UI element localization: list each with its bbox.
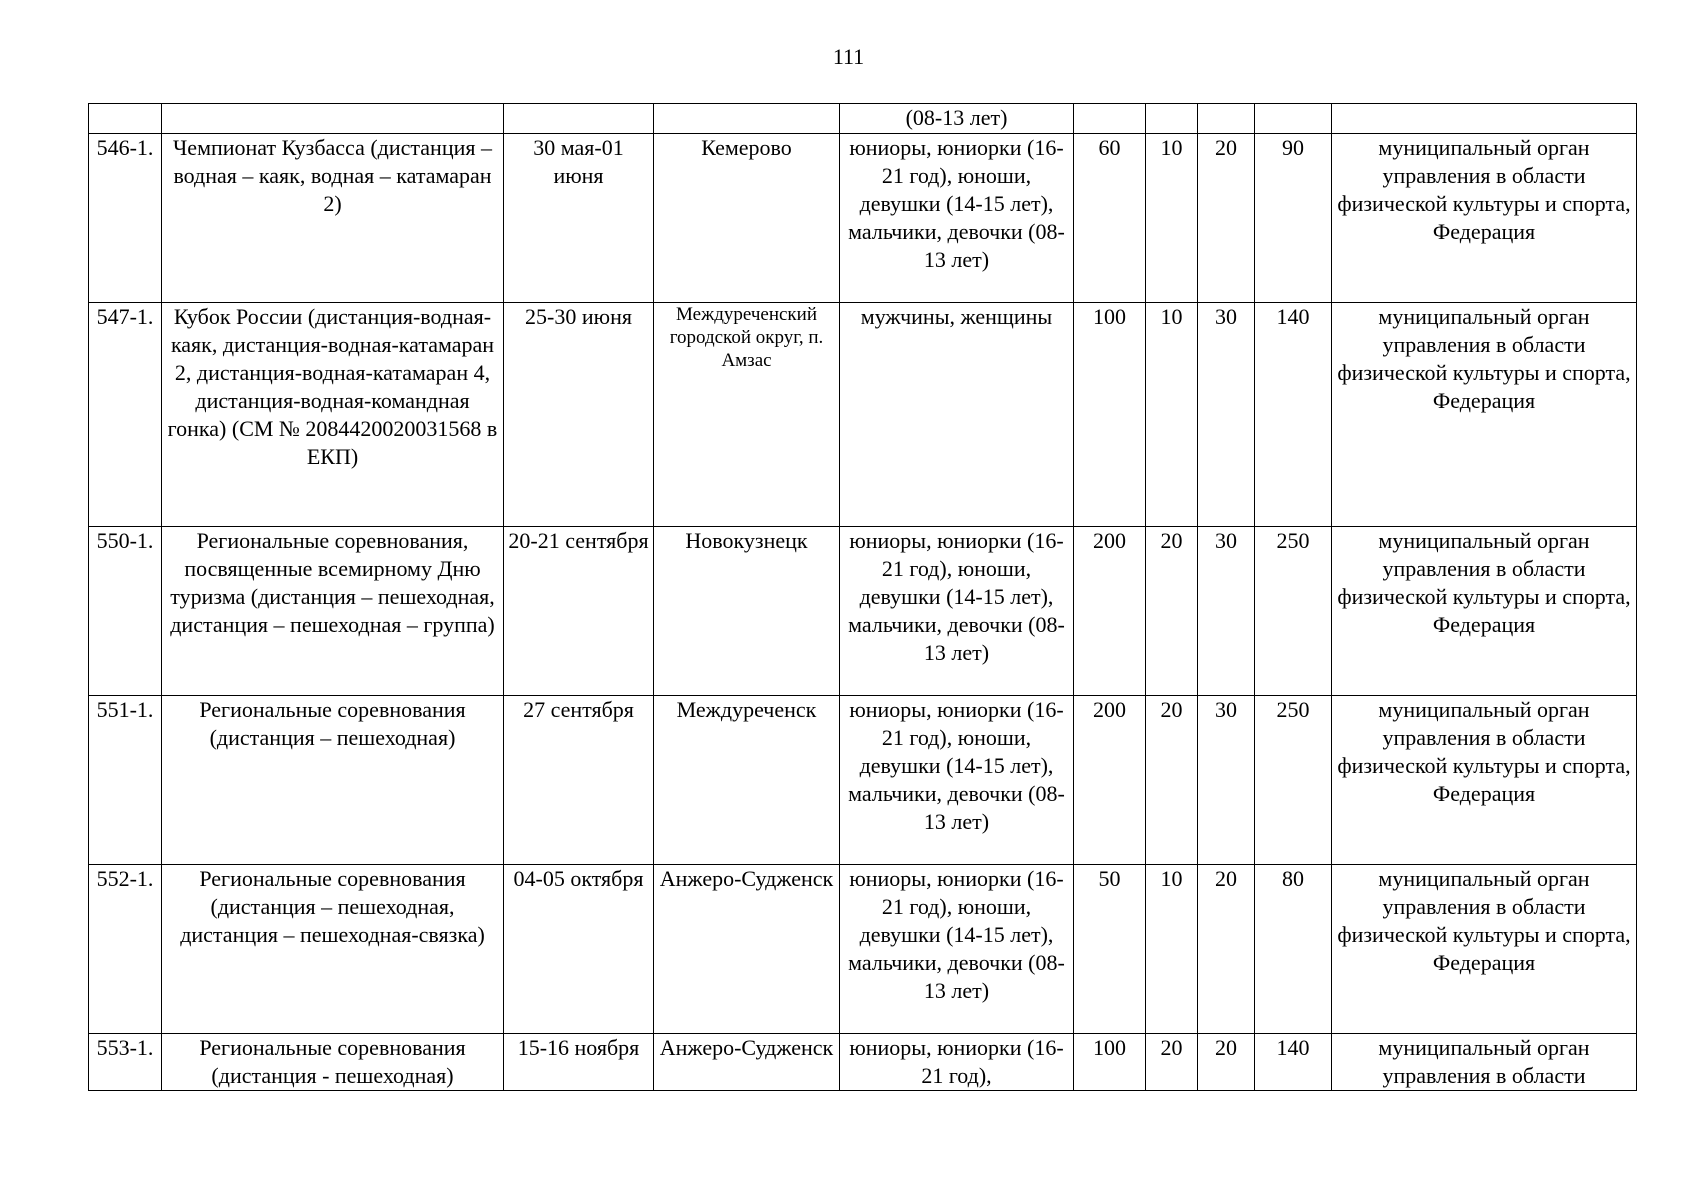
row-number-cell: 550-1.	[89, 527, 162, 696]
table-row	[89, 134, 1637, 303]
competition-schedule-table	[88, 103, 1637, 1091]
participants-cell: юниоры, юниорки (16-21 год), юноши, девушки (14-15 лет), мальчики, девочки (08-13 лет)	[840, 865, 1074, 1034]
event-cell: Кубок России (дистанция-водная-каяк, дистанция-водная-катамаран 2, дистанция-водная-катамаран 4, дистанция-водная-командная гонка) (СМ № 2084420020031568 в ЕКП)	[162, 303, 504, 527]
row-number-cell: 546-1.	[89, 134, 162, 303]
table-row	[89, 527, 1637, 696]
total-cell: 250	[1255, 527, 1332, 696]
venue-cell: Анжеро-Судженск	[654, 865, 840, 1034]
athletes-cell: 50	[1074, 865, 1146, 1034]
row-number-cell: 553-1.	[89, 1034, 162, 1091]
total-cell: 140	[1255, 1034, 1332, 1091]
event-cell: Чемпионат Кузбасса (дистанция – водная – каяк, водная – катамаран 2)	[162, 134, 504, 303]
venue-cell: Новокузнецк	[654, 527, 840, 696]
athletes-cell: 100	[1074, 1034, 1146, 1091]
total-cell: 90	[1255, 134, 1332, 303]
table-row-continuation	[89, 104, 1637, 134]
coaches-cell: 20	[1198, 865, 1255, 1034]
participants-cell: мужчины, женщины	[840, 303, 1074, 527]
athletes-cell: 60	[1074, 134, 1146, 303]
athletes-cell: 100	[1074, 303, 1146, 527]
dates-cell: 25-30 июня	[504, 303, 654, 527]
organizer-cell: муниципальный орган управления в области физической культуры и спорта, Федерация	[1332, 134, 1637, 303]
judges-cell: 20	[1146, 527, 1198, 696]
coaches-cell: 20	[1198, 134, 1255, 303]
row-number-cell: 552-1.	[89, 865, 162, 1034]
table-row	[89, 696, 1637, 865]
judges-cell: 20	[1146, 1034, 1198, 1091]
organizer-cell: муниципальный орган управления в области физической культуры и спорта, Федерация	[1332, 865, 1637, 1034]
participants-cell: юниоры, юниорки (16-21 год), юноши, девушки (14-15 лет), мальчики, девочки (08-13 лет)	[840, 527, 1074, 696]
coaches-cell: 30	[1198, 527, 1255, 696]
organizer-cell: муниципальный орган управления в области	[1332, 1034, 1637, 1091]
dates-cell: 20-21 сентября	[504, 527, 654, 696]
page-number: 111	[832, 44, 865, 69]
judges-cell: 10	[1146, 303, 1198, 527]
organizer-cell: муниципальный орган управления в области физической культуры и спорта, Федерация	[1332, 303, 1637, 527]
event-cell: Региональные соревнования (дистанция – пешеходная)	[162, 696, 504, 865]
athletes-cell: 200	[1074, 696, 1146, 865]
total-cell: 140	[1255, 303, 1332, 527]
row-number-cell: 551-1.	[89, 696, 162, 865]
event-cell: Региональные соревнования, посвященные всемирному Дню туризма (дистанция – пешеходная, дистанция – пешеходная – группа)	[162, 527, 504, 696]
dates-cell: 30 мая-01 июня	[504, 134, 654, 303]
table-row	[89, 303, 1637, 527]
judges-cell: 10	[1146, 134, 1198, 303]
total-cell: 80	[1255, 865, 1332, 1034]
venue-cell: Анжеро-Судженск	[654, 1034, 840, 1091]
participants-cell: юниоры, юниорки (16-21 год), юноши, девушки (14-15 лет), мальчики, девочки (08-13 лет)	[840, 696, 1074, 865]
judges-cell: 10	[1146, 865, 1198, 1034]
coaches-cell: 30	[1198, 696, 1255, 865]
participants-cell: юниоры, юниорки (16-21 год), юноши, девушки (14-15 лет), мальчики, девочки (08-13 лет)	[840, 134, 1074, 303]
total-cell: 250	[1255, 696, 1332, 865]
athletes-cell: 200	[1074, 527, 1146, 696]
dates-cell: 04-05 октября	[504, 865, 654, 1034]
participants-cell: (08-13 лет)	[840, 104, 1074, 134]
participants-cell: юниоры, юниорки (16-21 год),	[840, 1034, 1074, 1091]
coaches-cell: 20	[1198, 1034, 1255, 1091]
venue-cell: Междуреченский городской округ, п. Амзас	[654, 303, 840, 527]
event-cell: Региональные соревнования (дистанция – пешеходная, дистанция – пешеходная-связка)	[162, 865, 504, 1034]
table-row	[89, 1034, 1637, 1091]
judges-cell: 20	[1146, 696, 1198, 865]
venue-cell: Междуреченск	[654, 696, 840, 865]
organizer-cell: муниципальный орган управления в области физической культуры и спорта, Федерация	[1332, 696, 1637, 865]
coaches-cell: 30	[1198, 303, 1255, 527]
venue-cell: Кемерово	[654, 134, 840, 303]
event-cell: Региональные соревнования (дистанция - пешеходная)	[162, 1034, 504, 1091]
dates-cell: 15-16 ноября	[504, 1034, 654, 1091]
organizer-cell: муниципальный орган управления в области физической культуры и спорта, Федерация	[1332, 527, 1637, 696]
table-row	[89, 865, 1637, 1034]
dates-cell: 27 сентября	[504, 696, 654, 865]
row-number-cell: 547-1.	[89, 303, 162, 527]
